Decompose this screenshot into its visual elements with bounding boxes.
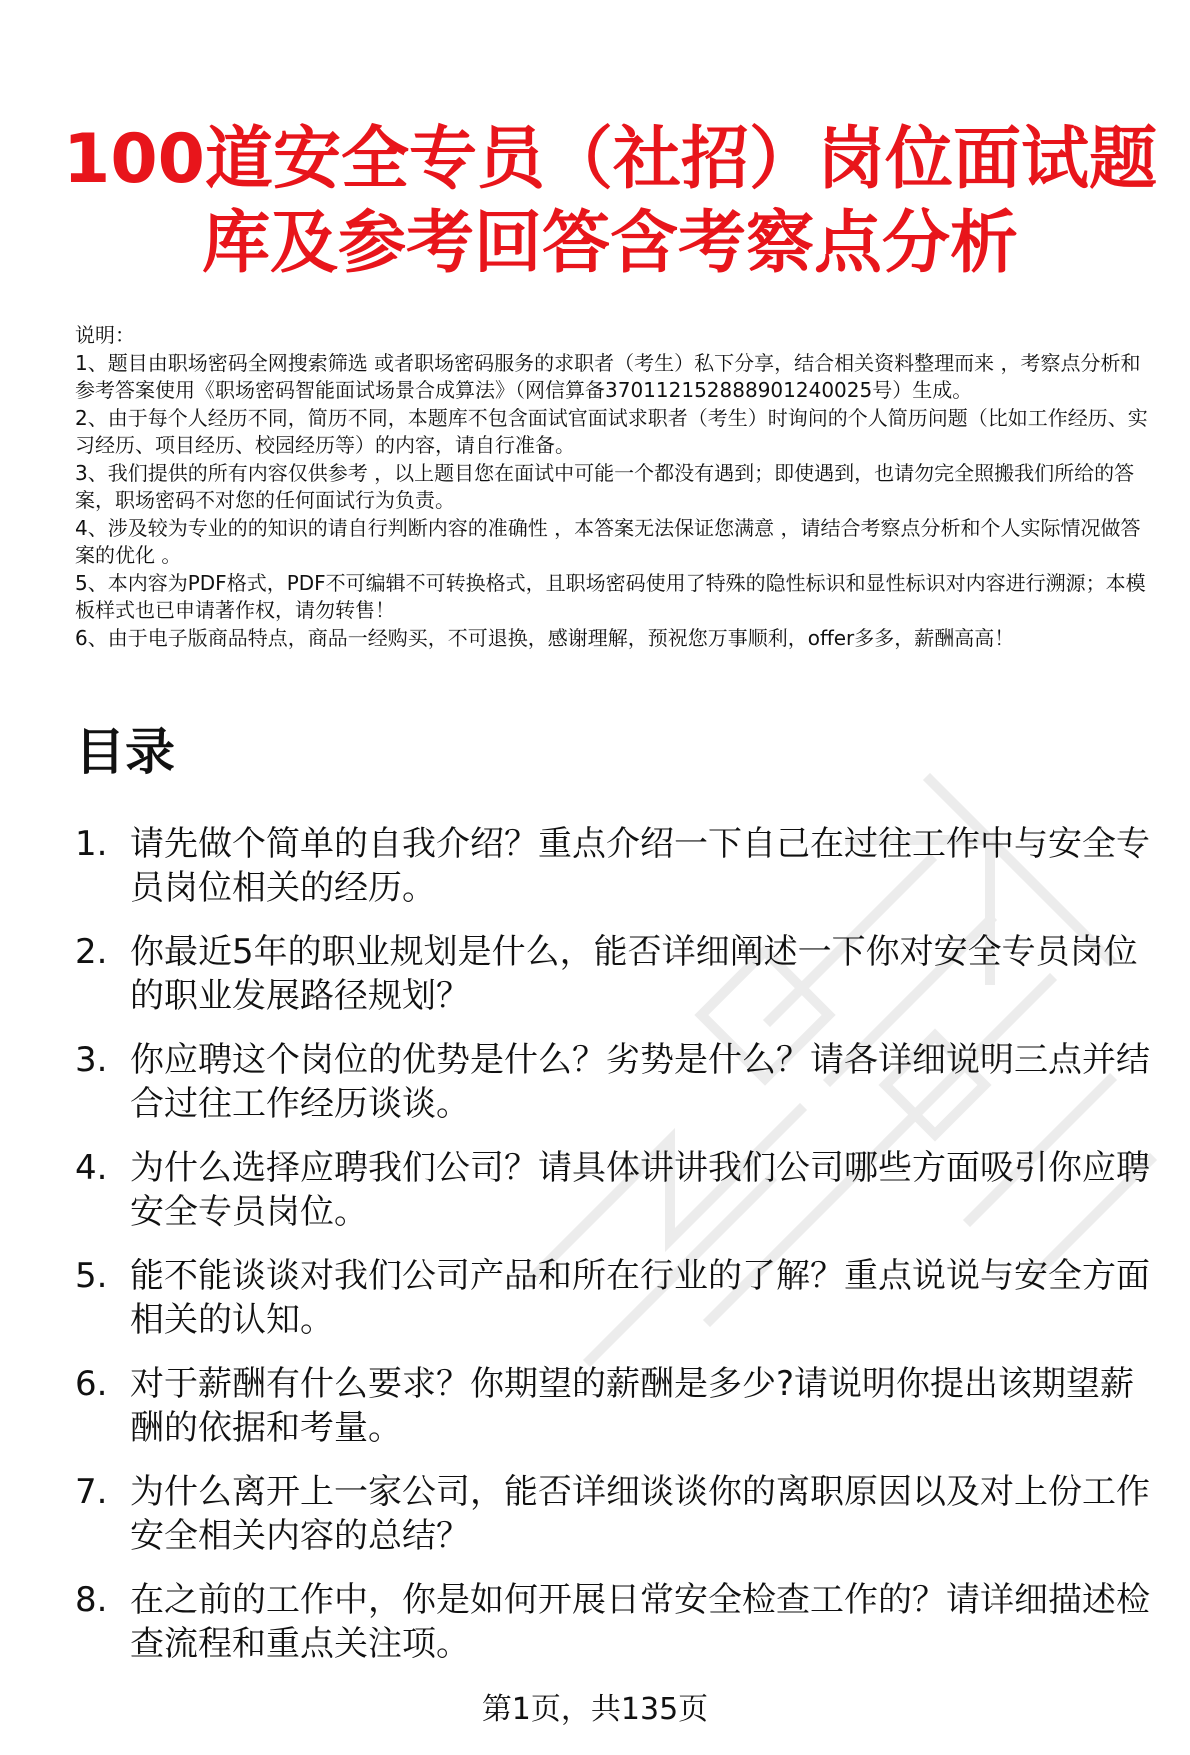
toc-item[interactable]: [75, 1254, 1165, 1342]
toc-heading: 目录: [75, 723, 175, 781]
toc-item-text: 能不能谈谈对我们公司产品和所在行业的了解？重点说说与安全方面相关的认知。: [130, 1256, 1150, 1340]
toc-item-text: 你应聘这个岗位的优势是什么？劣势是什么？请各详细说明三点并结合过往工作经历谈谈。: [130, 1040, 1150, 1124]
toc-item[interactable]: [75, 822, 1165, 910]
toc-item-number: 3.: [75, 1040, 108, 1080]
instruction-item: 6、由于电子版商品特点，商品一经购买，不可退换，感谢理解，预祝您万事顺利，offer多多，薪酬高高！: [75, 625, 1015, 650]
toc-item-number: 6.: [75, 1364, 108, 1404]
instruction-item: 5、本内容为PDF格式，PDF不可编辑不可转换格式，且职场密码使用了特殊的隐性标识和显性标识对内容进行溯源；本模板样式也已申请著作权，请勿转售！: [75, 570, 1146, 622]
document-title-line-1: 100道安全专员（社招）岗位面试题: [63, 120, 1157, 199]
instruction-item: 3、我们提供的所有内容仅供参考 ，以上题目您在面试中可能一个都没有遇到；即使遇到，也请勿完全照搬我们所给的答案，职场密码不对您的任何面试行为负责。: [75, 460, 1135, 512]
toc-item[interactable]: [75, 1146, 1165, 1234]
toc-item-text: 在之前的工作中，你是如何开展日常安全检查工作的？请详细描述检查流程和重点关注项。: [130, 1580, 1150, 1664]
document-title-line-2: 库及参考回答含考察点分析: [201, 204, 1018, 283]
toc-item-text: 对于薪酬有什么要求？你期望的薪酬是多少?请说明你提出该期望薪酬的依据和考量。: [130, 1364, 1135, 1448]
instructions-section: [75, 322, 1157, 652]
toc-item-number: 8.: [75, 1580, 108, 1620]
toc-item-text: 请先做个简单的自我介绍？重点介绍一下自己在过往工作中与安全专员岗位相关的经历。: [130, 824, 1150, 908]
instructions-heading: 说明：: [75, 323, 135, 347]
toc-item[interactable]: [75, 1038, 1165, 1126]
instruction-item: 1、题目由职场密码全网搜索筛选 或者职场密码服务的求职者（考生）私下分享，结合相关资料整理而来 ，考察点分析和参考答案使用《职场密码智能面试场景合成算法》（网信算备370112152888901240025号）生成。: [75, 350, 1141, 402]
instruction-item: 2、由于每个人经历不同，简历不同，本题库不包含面试官面试求职者（考生）时询问的个人简历问题（比如工作经历、实习经历、项目经历、校园经历等）的内容，请自行准备。: [75, 405, 1148, 457]
toc-item-text: 为什么离开上一家公司，能否详细谈谈你的离职原因以及对上份工作安全相关内容的总结？: [130, 1472, 1150, 1556]
toc-item-number: 5.: [75, 1256, 108, 1296]
toc-item[interactable]: [75, 1470, 1165, 1558]
toc-item-number: 1.: [75, 824, 108, 864]
toc-item-number: 4.: [75, 1148, 108, 1188]
instruction-item: 4、涉及较为专业的的知识的请自行判断内容的准确性 ，本答案无法保证您满意 ，请结合考察点分析和个人实际情况做答案的优化 。: [75, 515, 1141, 567]
toc-item[interactable]: [75, 1362, 1165, 1450]
toc-item-text: 你最近5年的职业规划是什么，能否详细阐述一下你对安全专员岗位的职业发展路径规划？: [130, 932, 1138, 1016]
table-of-contents: [75, 822, 1165, 1686]
toc-item-number: 2.: [75, 932, 108, 972]
page-footer: 第1页，共135页: [481, 1692, 709, 1727]
toc-item-number: 7.: [75, 1472, 108, 1512]
document-title: [60, 118, 1160, 286]
toc-item[interactable]: [75, 1578, 1165, 1666]
toc-item[interactable]: [75, 930, 1165, 1018]
toc-item-text: 为什么选择应聘我们公司？请具体讲讲我们公司哪些方面吸引你应聘安全专员岗位。: [130, 1148, 1150, 1232]
